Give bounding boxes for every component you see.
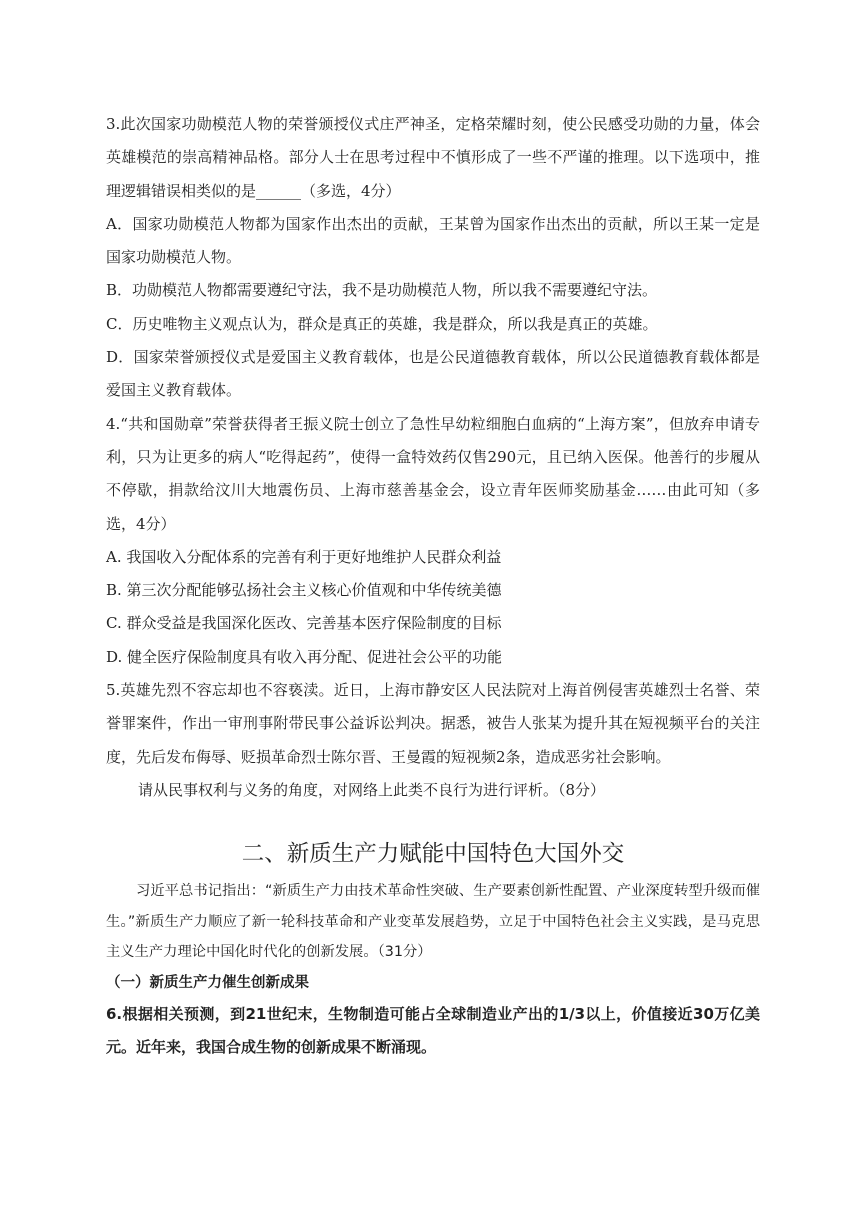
- question-3-option-b: B．功勋模范人物都需要遵纪守法，我不是功勋模范人物，所以我不需要遵纪守法。: [106, 281, 658, 300]
- question-6-stem: 6.根据相关预测，到21世纪末，生物制造可能占全球制造业产出的1/3以上，价值接近30万亿美元。近年来，我国合成生物的创新成果不断涌现。: [106, 1004, 760, 1056]
- question-5-stem: 5.英雄先烈不容忘却也不容亵渎。近日，上海市静安区人民法院对上海首例侵害英雄烈士名誉、荣誉罪案件，作出一审刑事附带民事公益诉讼判决。据悉，被告人张某为提升其在短视频平台的关注度，先后发布侮辱、贬损革命烈士陈尔晋、王曼霞的短视频2条，造成恶劣社会影响。: [106, 681, 760, 766]
- question-3-option-c: C．历史唯物主义观点认为，群众是真正的英雄，我是群众，所以我是真正的英雄。: [106, 314, 658, 333]
- question-3-option-a: A．国家功勋模范人物都为国家作出杰出的贡献，王某曾为国家作出杰出的贡献，所以王某一定是国家功勋模范人物。: [106, 214, 760, 267]
- subsection-1-heading: （一）新质生产力催生创新成果: [106, 974, 309, 991]
- question-3-option-d: D．国家荣誉颁授仪式是爱国主义教育载体，也是公民道德教育载体，所以公民道德教育载体都是爱国主义教育载体。: [106, 348, 760, 400]
- question-4-option-b: B. 第三次分配能够弘扬社会主义核心价值观和中华传统美德: [106, 581, 502, 600]
- section-2-title: 二、新质生产力赋能中国特色大国外交: [241, 841, 625, 868]
- question-5-task: 请从民事权利与义务的角度，对网络上此类不良行为进行评析。（8分）: [138, 780, 606, 799]
- question-4-option-c: C. 群众受益是我国深化医改、完善基本医疗保险制度的目标: [106, 614, 502, 633]
- question-3-stem: 3.此次国家功勋模范人物的荣誉颁授仪式庄严神圣，定格荣耀时刻，使公民感受功勋的力量，体会英雄模范的崇高精神品格。部分人士在思考过程中不慎形成了一些不严谨的推理。以下选项中，推理逻辑错误相类似的是______（多选，4分）: [106, 115, 760, 200]
- page-content: [106, 108, 760, 1064]
- question-4-option-d: D. 健全医疗保险制度具有收入再分配、促进社会公平的功能: [106, 647, 503, 666]
- question-4-stem: 4.“共和国勋章”荣誉获得者王振义院士创立了急性早幼粒细胞白血病的“上海方案”，但放弃申请专利，只为让更多的病人“吃得起药”，使得一盒特效药仅售290元，且已纳入医保。他善行的步履从不停歇，捐款给汶川大地震伤员、上海市慈善基金会，设立青年医师奖励基金……由此可知（多选，4分）: [106, 414, 760, 533]
- question-4-option-a: A. 我国收入分配体系的完善有利于更好地维护人民群众利益: [106, 547, 502, 566]
- section-2-intro: 习近平总书记指出：“新质生产力由技术革命性突破、生产要素创新性配置、产业深度转型升级而催生。”新质生产力顺应了新一轮科技革命和产业变革发展趋势，立足于中国特色社会主义实践，是马克思主义生产力理论中国化时代化的创新发展。（31分）: [106, 883, 760, 961]
